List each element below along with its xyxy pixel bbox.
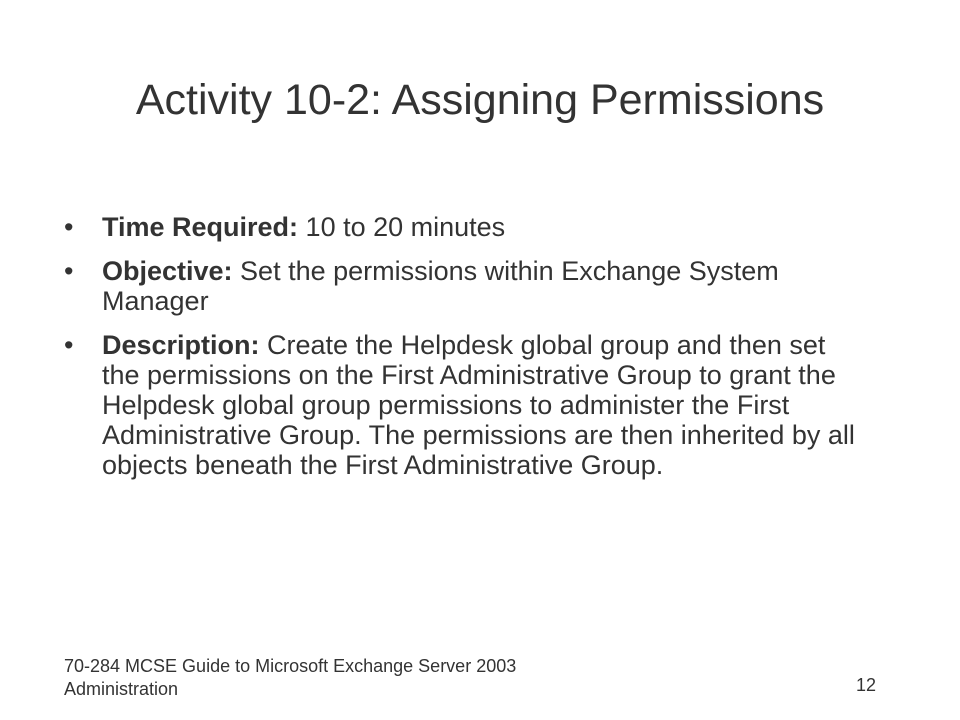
bullet-text: Create the Helpdesk global group and then set the permissions on the First Administrative Group to grant the Helpdesk global group permissions to administer the First Administrative Group. The permissions are then inherited by all objects beneath the First Administrative Group. — [102, 330, 855, 480]
bullet-dot-icon: • — [64, 256, 74, 286]
page-number: 12 — [856, 675, 877, 695]
bullet-dot-icon: • — [64, 330, 74, 360]
slide-title: Activity 10-2: Assigning Permissions — [135, 76, 825, 124]
bullet-time-required — [60, 212, 860, 242]
bullet-label: Description: — [102, 330, 260, 360]
footer-course-line-2: Administration — [64, 679, 179, 699]
bullet-text: 10 to 20 minutes — [298, 212, 506, 242]
bullet-label: Time Required: — [102, 212, 299, 242]
bullet-objective — [60, 256, 860, 316]
footer-course-title — [64, 655, 664, 701]
bullet-description — [60, 330, 860, 480]
bullet-dot-icon: • — [64, 212, 74, 242]
bullet-label: Objective: — [102, 256, 233, 286]
footer-course-line-1: 70-284 MCSE Guide to Microsoft Exchange Server 2003 — [64, 656, 517, 676]
bullet-text: Set the permissions within Exchange System Manager — [102, 256, 779, 316]
bullet-list — [60, 212, 860, 494]
